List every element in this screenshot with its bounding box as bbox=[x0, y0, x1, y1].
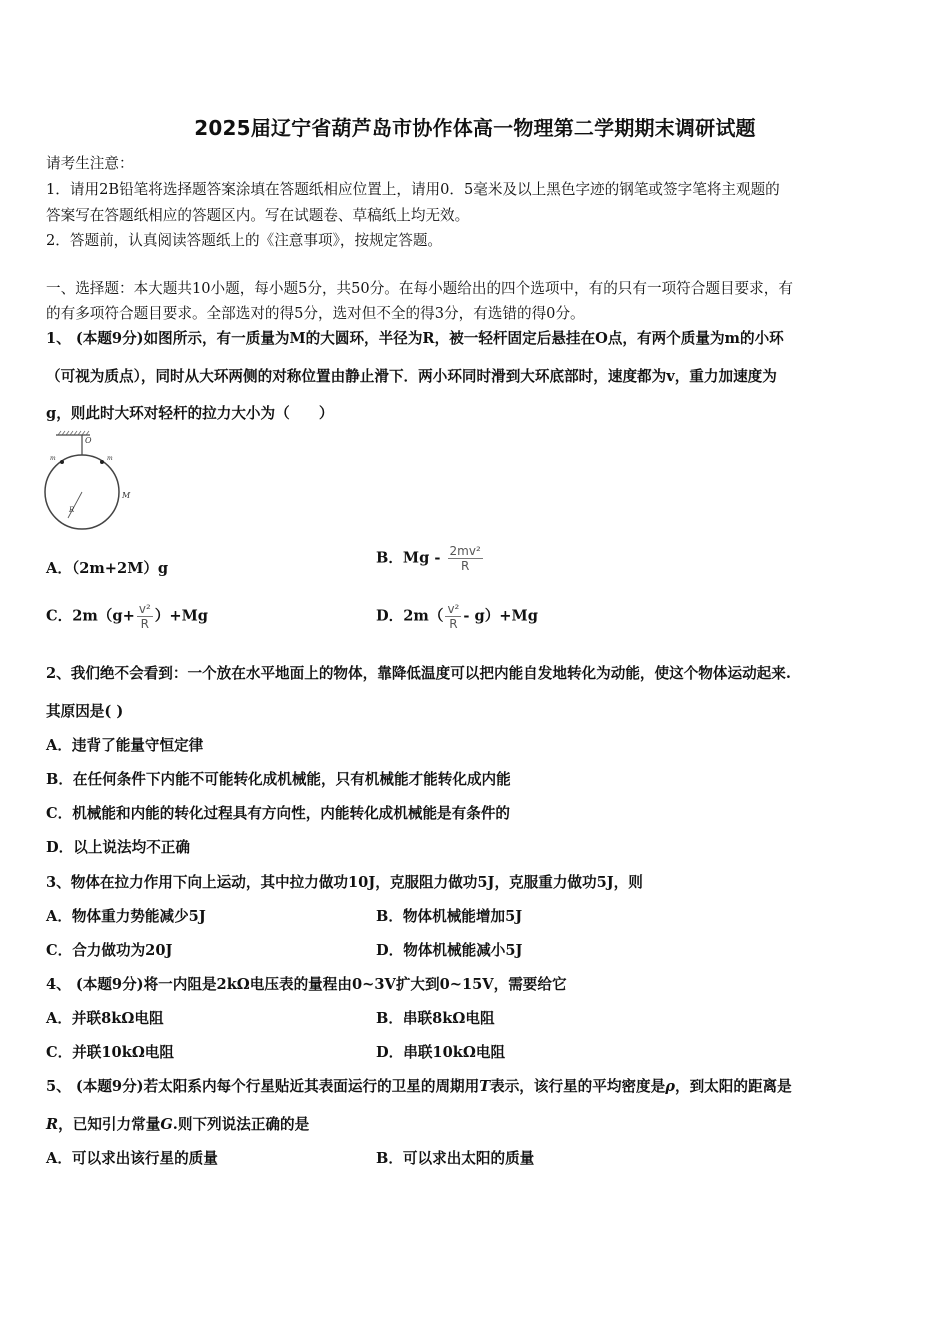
q1-option-c bbox=[46, 602, 208, 631]
label-m-right: m bbox=[107, 455, 113, 462]
q2-option-d: D．以上说法均不正确 bbox=[46, 839, 191, 856]
q5-option-b: B．可以求出太阳的质量 bbox=[376, 1150, 535, 1167]
q5-symbol-r: R bbox=[46, 1116, 59, 1133]
q1-line-1: 1、 (本题9分)如图所示，有一质量为M的大圆环，半径为R，被一轻杆固定后悬挂在O点，有两个质量为m的小环 bbox=[46, 330, 784, 347]
q5-line-1 bbox=[46, 1075, 792, 1096]
label-o: O bbox=[85, 436, 92, 445]
q1-option-c-numerator: v² bbox=[138, 602, 151, 616]
q3-option-d: D．物体机械能减小5J bbox=[376, 942, 523, 959]
q5-option-a: A．可以求出该行星的质量 bbox=[46, 1150, 218, 1167]
notice-item-1b: 答案写在答题纸相应的答题区内。写在试题卷、草稿纸上均无效。 bbox=[46, 207, 470, 224]
section-intro-2: 的有多项符合题目要求。全部选对的得5分，选对但不全的得3分，有选错的得0分。 bbox=[46, 305, 585, 322]
q4-option-b: B．串联8kΩ电阻 bbox=[376, 1010, 495, 1027]
q2-option-a: A．违背了能量守恒定律 bbox=[46, 737, 204, 754]
q4-option-c: C．并联10kΩ电阻 bbox=[46, 1044, 174, 1061]
section-intro-1: 一、选择题：本大题共10小题，每小题5分，共50分。在每小题给出的四个选项中，有的只有一项符合题目要求，有 bbox=[46, 280, 793, 297]
q1-option-a: A．（2m+2M）g bbox=[46, 560, 169, 577]
q5-line-2-part-b: .则下列说法正确的是 bbox=[172, 1116, 310, 1133]
q3-option-c: C．合力做功为20J bbox=[46, 942, 173, 959]
q1-option-d bbox=[376, 602, 538, 631]
q5-line-2-part-a: ，已知引力常量 bbox=[58, 1116, 161, 1133]
q5-symbol-rho: ρ bbox=[665, 1078, 675, 1095]
q1-option-d-denominator: R bbox=[449, 617, 458, 631]
label-r: R bbox=[69, 506, 75, 514]
q1-option-d-prefix: D．2m（ bbox=[376, 607, 444, 625]
q1-option-c-fraction bbox=[137, 602, 153, 631]
q3-line-1: 3、物体在拉力作用下向上运动，其中拉力做功10J，克服阻力做功5J，克服重力做功5J，则 bbox=[46, 874, 643, 891]
q1-option-b-denominator: R bbox=[460, 559, 470, 573]
q5-line-1-part-a: 5、 (本题9分)若太阳系内每个行星贴近其表面运行的卫星的周期用 bbox=[46, 1078, 480, 1095]
label-big-m: M bbox=[122, 491, 131, 500]
q4-line-1: 4、 (本题9分)将一内阻是2kΩ电压表的量程由0~3V扩大到0~15V，需要给它 bbox=[46, 976, 567, 993]
notice-item-1a: 1．请用2B铅笔将选择题答案涂填在答题纸相应位置上，请用0．5毫米及以上黑色字迹的钢笔或签字笔将主观题的 bbox=[46, 181, 780, 198]
q3-option-a: A．物体重力势能减少5J bbox=[46, 908, 206, 925]
q5-symbol-g: G bbox=[160, 1116, 173, 1133]
q2-option-c: C．机械能和内能的转化过程具有方向性，内能转化成机械能是有条件的 bbox=[46, 805, 511, 822]
q1-option-b bbox=[376, 544, 485, 573]
q1-option-b-numerator: 2mv² bbox=[449, 544, 481, 558]
q1-line-3: g，则此时大环对轻杆的拉力大小为（ ） bbox=[46, 405, 334, 422]
notice-heading: 请考生注意： bbox=[46, 155, 134, 172]
q5-line-2 bbox=[46, 1113, 309, 1134]
q1-option-c-suffix: ）+Mg bbox=[154, 607, 208, 625]
q1-option-d-fraction bbox=[445, 602, 461, 631]
q4-option-a: A．并联8kΩ电阻 bbox=[46, 1010, 164, 1027]
q4-option-d: D．串联10kΩ电阻 bbox=[376, 1044, 506, 1061]
q1-option-c-denominator: R bbox=[140, 617, 149, 631]
q2-line-2: 其原因是( ) bbox=[46, 703, 124, 720]
q1-option-b-fraction bbox=[448, 544, 483, 573]
q1-option-d-suffix: - g）+Mg bbox=[463, 607, 538, 625]
q5-line-1-part-b: 表示，该行星的平均密度是 bbox=[490, 1078, 666, 1095]
q1-option-d-numerator: v² bbox=[447, 602, 460, 616]
page-title: 2025届辽宁省葫芦岛市协作体高一物理第二学期期末调研试题 bbox=[194, 116, 756, 140]
notice-item-2: 2．答题前，认真阅读答题纸上的《注意事项》，按规定答题。 bbox=[46, 232, 443, 249]
ring-figure bbox=[42, 430, 142, 530]
q2-line-1: 2、我们绝不会看到：一个放在水平地面上的物体，靠降低温度可以把内能自发地转化为动能，使这个物体运动起来. bbox=[46, 665, 791, 682]
q5-line-1-part-c: ，到太阳的距离是 bbox=[674, 1078, 792, 1095]
label-m-left: m bbox=[50, 455, 56, 462]
q1-option-c-prefix: C．2m（g+ bbox=[46, 607, 135, 625]
q1-line-2: （可视为质点），同时从大环两侧的对称位置由静止滑下．两小环同时滑到大环底部时，速度都为v，重力加速度为 bbox=[46, 368, 777, 385]
q1-option-b-prefix: B．Mg - bbox=[376, 549, 441, 567]
q2-option-b: B．在任何条件下内能不可能转化成机械能，只有机械能才能转化成内能 bbox=[46, 771, 511, 788]
q3-option-b: B．物体机械能增加5J bbox=[376, 908, 523, 925]
q5-symbol-t: T bbox=[479, 1078, 491, 1095]
